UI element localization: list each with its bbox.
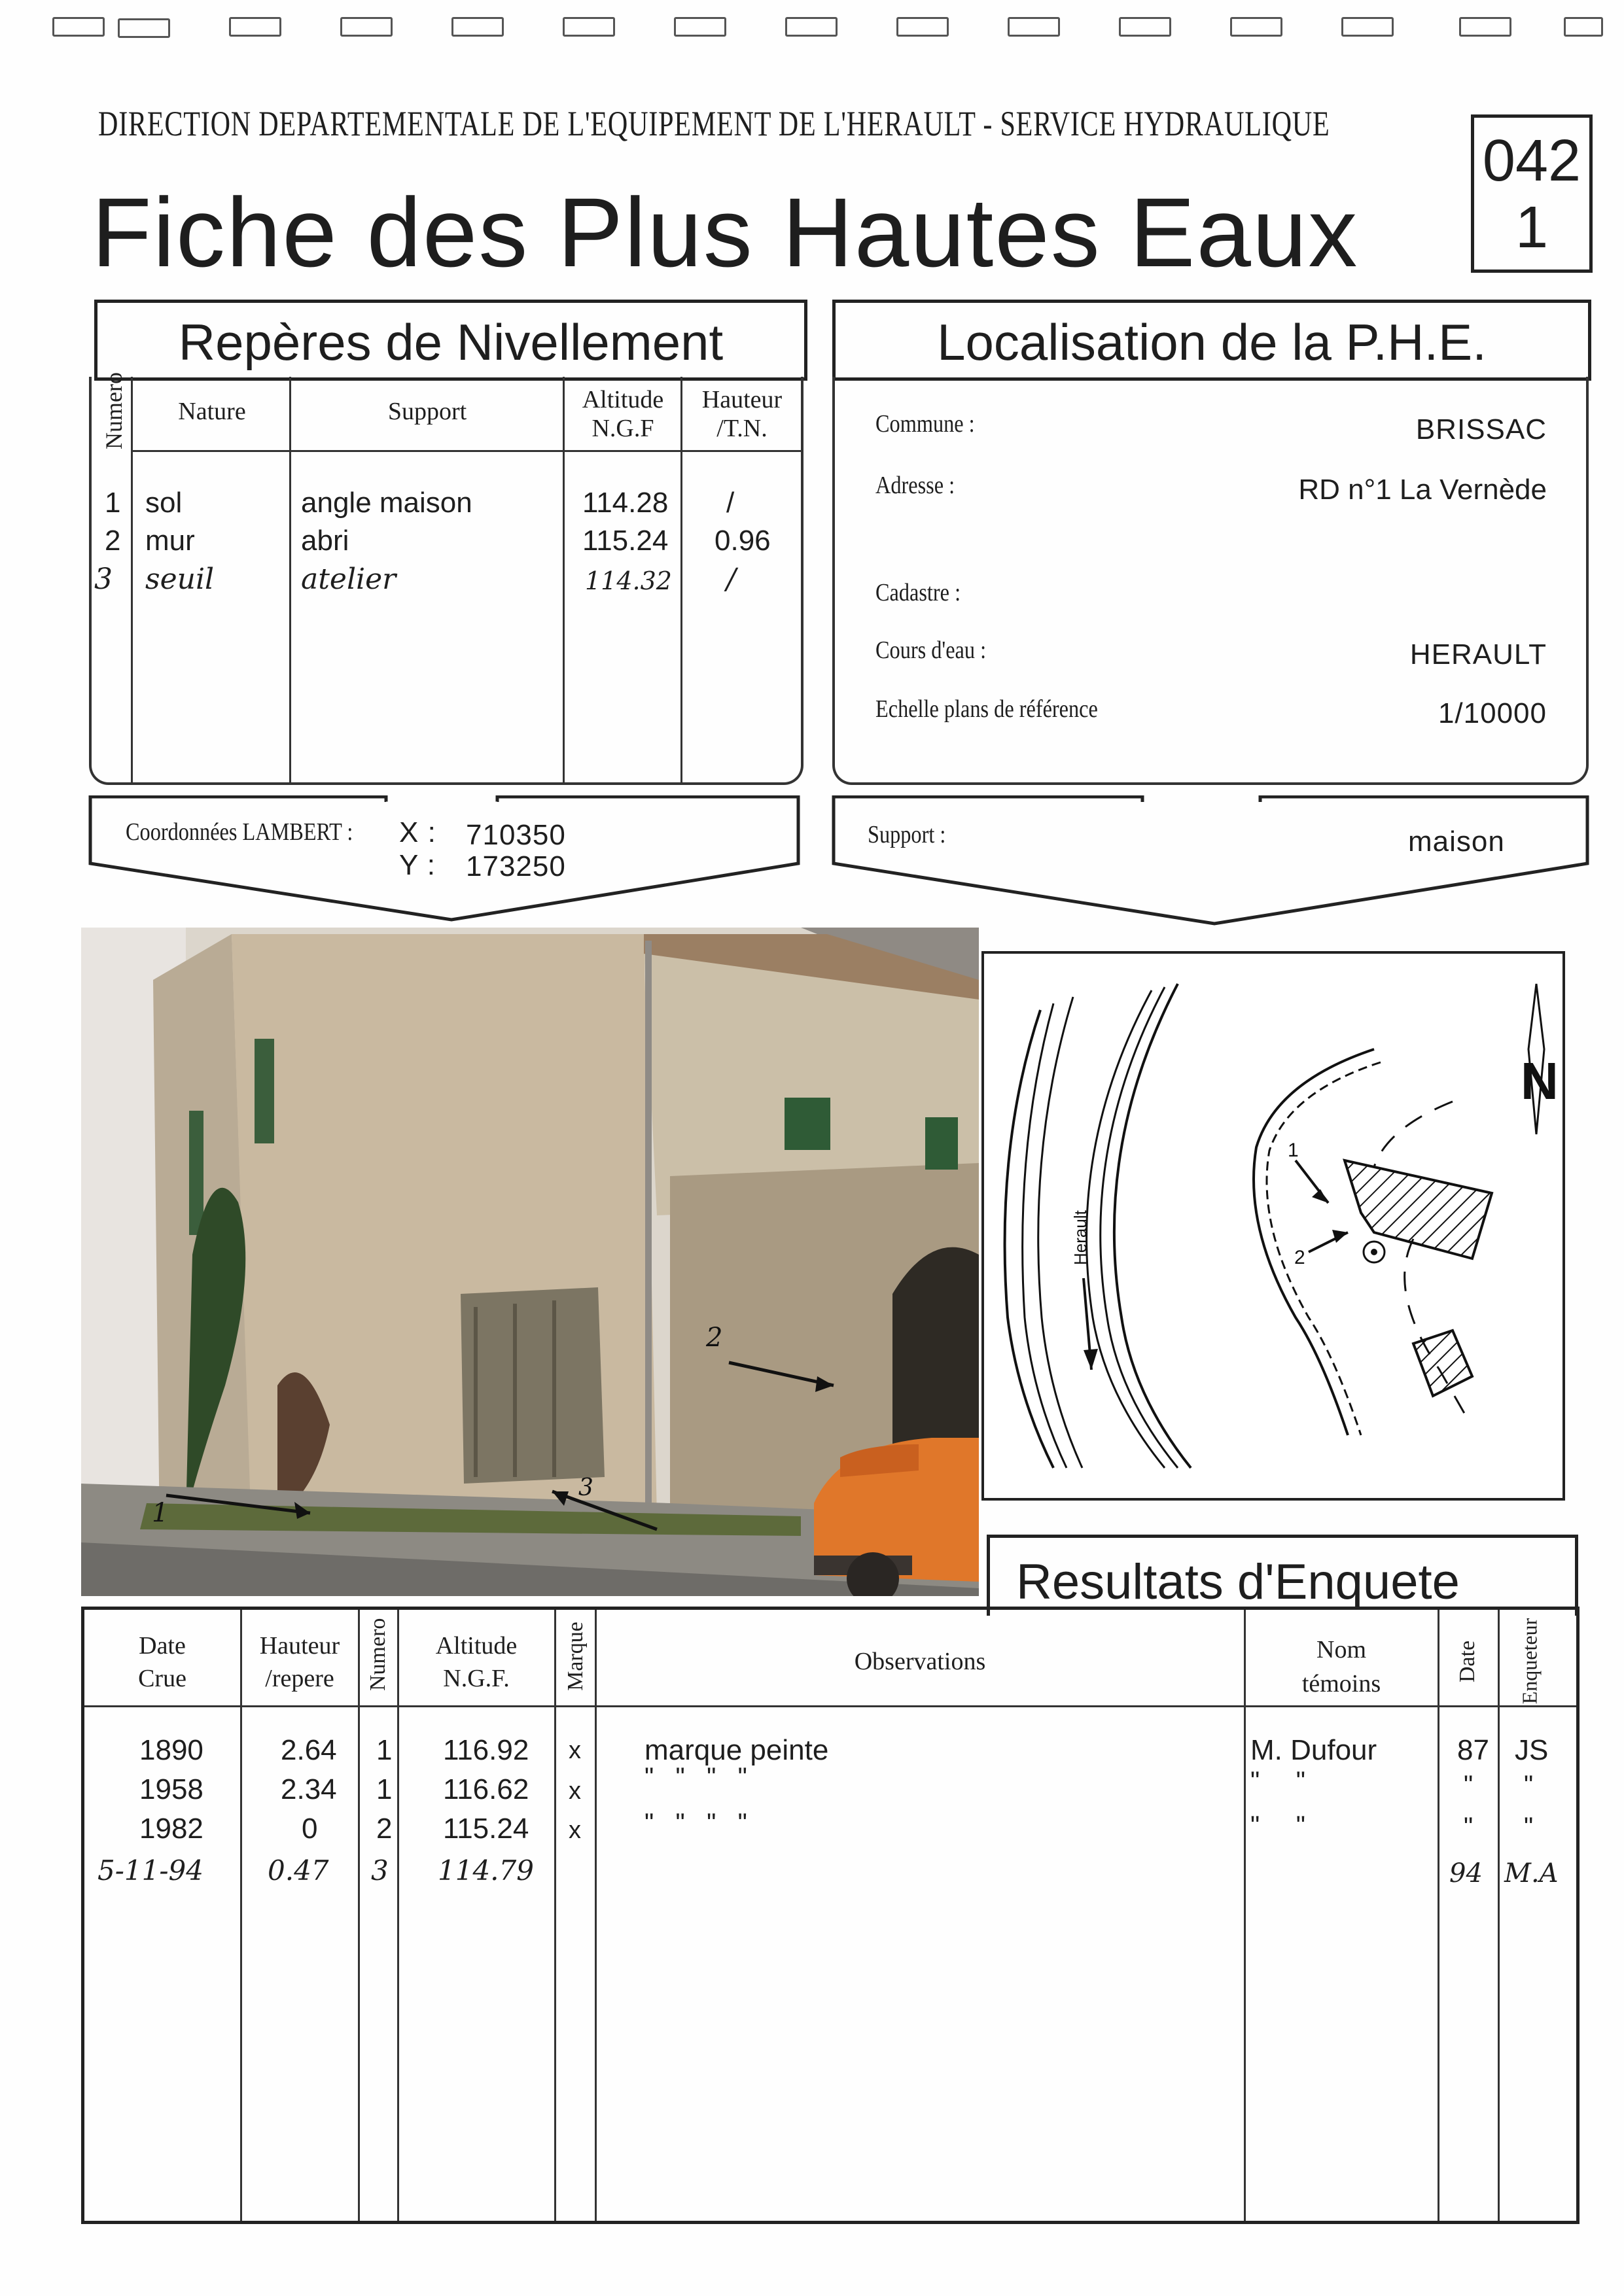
row-numero: 3 — [94, 563, 113, 596]
agency-line: DIRECTION DEPARTEMENTALE DE L'EQUIPEMENT DE L'HERAULT - SERVICE HYDRAULIQUE — [98, 104, 1330, 143]
row-numero: 3 — [371, 1854, 389, 1887]
map-marker-1: 1 — [1288, 1139, 1299, 1161]
col-marque-header: Marque — [563, 1622, 588, 1691]
binding-hole — [229, 17, 281, 37]
photo-marker-3: 3 — [578, 1474, 593, 1501]
localisation-title: Localisation de la P.H.E. — [937, 313, 1487, 371]
col-hauteur-header: Hauteur — [701, 386, 783, 413]
col-date-crue-header-2: Crue — [138, 1665, 186, 1692]
sheet-number-box — [1471, 114, 1593, 273]
row-numero: 2 — [105, 525, 121, 557]
column-divider — [397, 1610, 399, 2221]
column-divider — [595, 1610, 597, 2221]
row-enqueteur: " — [1524, 1771, 1534, 1800]
cadastre-label: Cadastre : — [875, 579, 961, 606]
binding-hole — [451, 17, 504, 37]
row-enqueteur: " — [1524, 1813, 1534, 1841]
row-numero: 1 — [105, 487, 121, 519]
column-divider — [131, 377, 133, 782]
row-marque: x — [569, 1817, 581, 1844]
col-numero-header: Numero — [101, 372, 127, 449]
adresse-label: Adresse : — [875, 472, 955, 499]
col-observations-header: Observations — [854, 1648, 986, 1675]
support-value: maison — [1408, 826, 1505, 858]
row-hauteur: 2.34 — [281, 1773, 337, 1805]
col-altitude-header: Altitude — [582, 386, 664, 413]
column-divider — [358, 1610, 360, 2221]
sheet-number: 042 — [1482, 128, 1581, 194]
row-nature: sol — [145, 487, 183, 519]
row-marque: x — [569, 1777, 581, 1805]
sheet-index: 1 — [1515, 195, 1549, 260]
row-observation: " " " " — [644, 1763, 747, 1792]
row-altitude: 114.28 — [582, 487, 669, 519]
commune-label: Commune : — [875, 410, 975, 438]
col-nom-header: Nom — [1316, 1636, 1366, 1663]
binding-hole — [1119, 17, 1171, 37]
lambert-label: Coordonnées LAMBERT : — [126, 818, 353, 846]
row-altitude: 114.79 — [438, 1854, 534, 1887]
col-hauteur-header-2: /repere — [265, 1665, 334, 1692]
row-nature: seuil — [145, 563, 215, 596]
row-altitude: 116.62 — [443, 1773, 529, 1805]
col-date-crue-header: Date — [139, 1632, 186, 1660]
reperes-table — [89, 372, 803, 785]
map-marker-2: 2 — [1294, 1247, 1305, 1268]
row-altitude: 114.32 — [585, 566, 672, 595]
localisation-header-box — [832, 300, 1591, 381]
resultats-table — [81, 1607, 1580, 2224]
row-marque: x — [569, 1737, 581, 1764]
row-annee: " — [1464, 1771, 1474, 1800]
reperes-title: Repères de Nivellement — [178, 313, 724, 371]
row-date: 5-11-94 — [97, 1854, 203, 1887]
binding-hole — [1564, 17, 1603, 37]
adresse-value: RD n°1 La Vernède — [1298, 474, 1547, 506]
column-divider — [554, 1610, 556, 2221]
reperes-header-box — [94, 300, 807, 381]
row-date: 1958 — [139, 1773, 203, 1805]
row-hauteur: 0 — [302, 1813, 318, 1845]
localisation-panel — [832, 377, 1589, 785]
col-nature-header: Nature — [178, 398, 246, 425]
binding-hole — [1008, 17, 1060, 37]
row-annee: 94 — [1449, 1858, 1483, 1888]
header-separator — [84, 1705, 1576, 1707]
column-divider — [1438, 1610, 1439, 2221]
row-nom: " " — [1250, 1767, 1305, 1796]
row-numero: 1 — [376, 1773, 393, 1805]
row-nom: M. Dufour — [1250, 1734, 1377, 1766]
column-divider — [240, 1610, 242, 2221]
row-hauteur: 0.47 — [268, 1854, 329, 1887]
column-divider — [1498, 1610, 1500, 2221]
row-nature: mur — [145, 525, 195, 557]
row-annee: 87 — [1457, 1734, 1489, 1766]
row-numero: 2 — [376, 1813, 393, 1845]
column-divider — [289, 377, 291, 782]
binding-hole — [1459, 17, 1511, 37]
header-separator — [131, 450, 801, 452]
column-divider — [1244, 1610, 1246, 2221]
lambert-y-value: 173250 — [466, 850, 566, 882]
row-enqueteur: JS — [1515, 1734, 1549, 1766]
row-hauteur: / — [726, 487, 735, 519]
col-altitude-header-2: N.G.F — [591, 415, 654, 442]
col-hauteur-header: Hauteur — [259, 1632, 340, 1660]
binding-hole — [118, 18, 170, 38]
row-hauteur: 0.96 — [715, 525, 771, 557]
col-numero-header: Numero — [366, 1618, 390, 1691]
row-hauteur: 2.64 — [281, 1734, 337, 1766]
column-divider — [680, 377, 682, 782]
row-altitude: 115.24 — [443, 1813, 529, 1845]
col-altitude-header-2: N.G.F. — [443, 1665, 510, 1692]
row-support: angle maison — [301, 487, 472, 519]
row-hauteur: / — [726, 563, 736, 596]
resultats-header-box — [987, 1535, 1578, 1616]
row-date: 1982 — [139, 1813, 203, 1845]
resultats-title: Resultats d'Enquete — [1016, 1554, 1460, 1610]
row-observation: marque peinte — [644, 1734, 829, 1766]
location-map — [981, 951, 1565, 1501]
col-date-header: Date — [1455, 1640, 1479, 1683]
binding-hole — [1230, 17, 1282, 37]
lambert-y-label: Y : — [399, 849, 436, 881]
col-support-header: Support — [387, 398, 467, 425]
binding-hole — [674, 17, 726, 37]
row-observation: " " " " — [644, 1809, 747, 1837]
row-altitude: 115.24 — [582, 525, 669, 557]
binding-hole — [1341, 17, 1394, 37]
col-nom-header-2: témoins — [1301, 1670, 1381, 1697]
photo-marker-2: 2 — [706, 1323, 723, 1353]
support-banner-frame — [828, 795, 1594, 933]
row-support: abri — [301, 525, 349, 557]
binding-hole — [896, 17, 949, 37]
support-label: Support : — [868, 821, 946, 848]
lambert-banner-frame — [85, 795, 811, 926]
row-enqueteur: M.A — [1504, 1858, 1559, 1888]
photo-marker-1: 1 — [152, 1498, 169, 1528]
cours-eau-value: HERAULT — [1409, 638, 1547, 670]
col-hauteur-header-2: /T.N. — [716, 415, 768, 442]
map-river-label: Herault — [1070, 1210, 1090, 1265]
binding-hole — [563, 17, 615, 37]
col-enqueteur-header: Enqueteur — [1517, 1618, 1542, 1705]
row-numero: 1 — [376, 1734, 393, 1766]
commune-value: BRISSAC — [1415, 413, 1547, 445]
col-altitude-header: Altitude — [435, 1632, 518, 1660]
cours-eau-label: Cours d'eau : — [875, 636, 987, 664]
binding-hole — [785, 17, 838, 37]
column-divider — [563, 377, 565, 782]
page-title: Fiche des Plus Hautes Eaux — [92, 177, 1359, 287]
row-support: atelier — [301, 563, 397, 596]
echelle-label: Echelle plans de référence — [875, 695, 1098, 723]
echelle-value: 1/10000 — [1438, 697, 1547, 729]
row-nom: " " — [1250, 1811, 1305, 1840]
lambert-x-value: 710350 — [466, 819, 566, 851]
map-north-label: N — [1521, 1052, 1559, 1110]
lambert-x-label: X : — [399, 816, 436, 848]
row-annee: " — [1464, 1813, 1474, 1841]
row-date: 1890 — [139, 1734, 203, 1766]
binding-hole — [52, 17, 105, 37]
site-photo — [81, 928, 979, 1596]
binding-hole — [340, 17, 393, 37]
row-altitude: 116.92 — [443, 1734, 529, 1766]
